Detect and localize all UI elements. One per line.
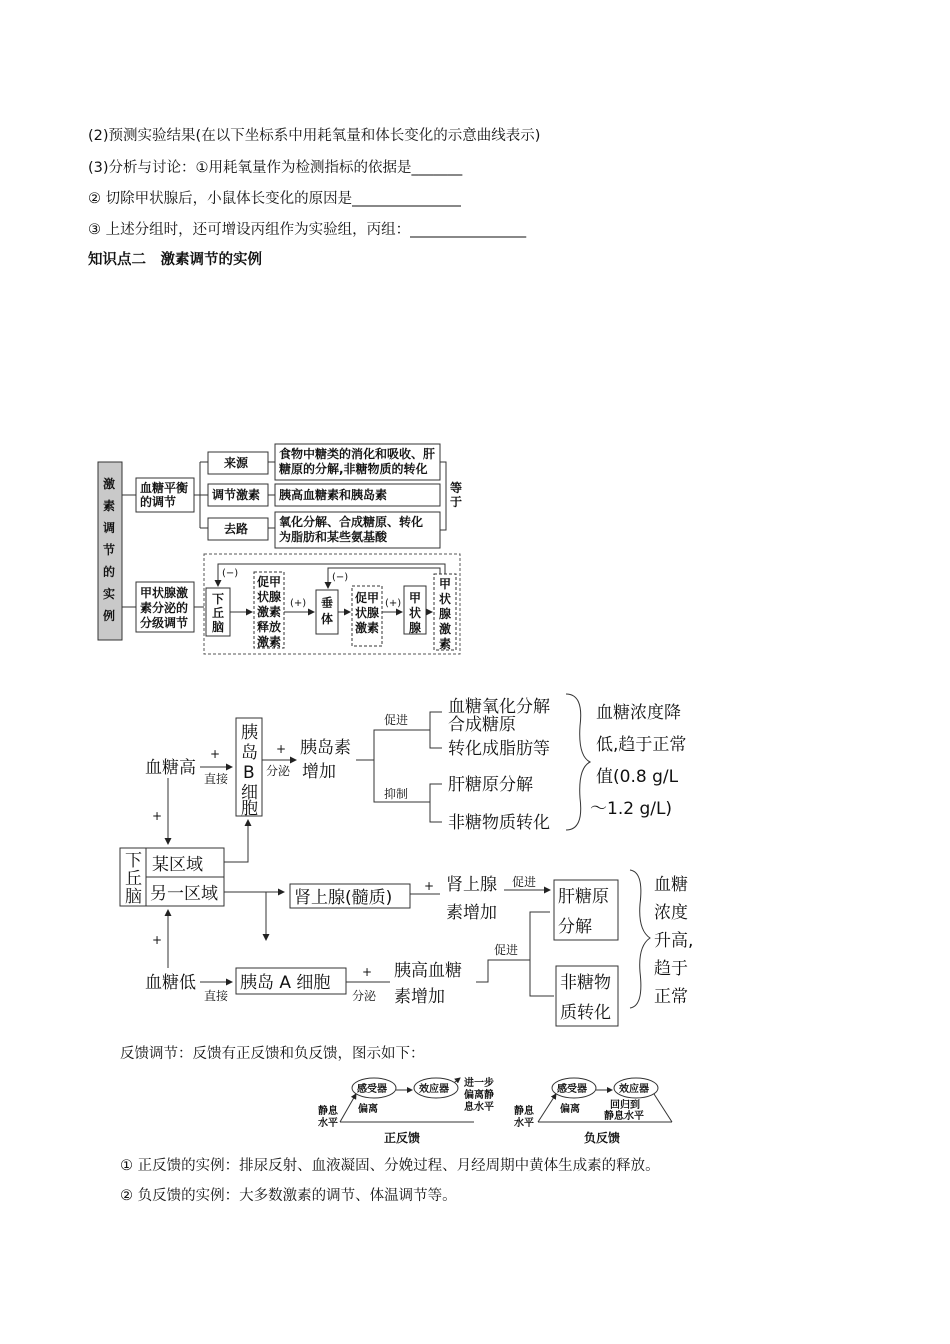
svg-text:素增加: 素增加 bbox=[446, 903, 497, 923]
svg-text:甲: 甲 bbox=[409, 591, 422, 605]
svg-text:感受器: 感受器 bbox=[357, 1084, 387, 1095]
svg-text:氧化分解、合成糖原、转化: 氧化分解、合成糖原、转化 bbox=[279, 515, 424, 529]
svg-text:合成糖原: 合成糖原 bbox=[448, 715, 516, 735]
negative-feedback-diagram bbox=[514, 1078, 672, 1145]
svg-text:激素: 激素 bbox=[355, 621, 380, 635]
svg-text:血糖低: 血糖低 bbox=[145, 973, 196, 993]
svg-text:+: + bbox=[210, 747, 221, 761]
svg-text:血糖平衡: 血糖平衡 bbox=[140, 481, 189, 495]
svg-text:水平: 水平 bbox=[514, 1118, 534, 1129]
svg-text:效应器: 效应器 bbox=[619, 1084, 649, 1095]
svg-text:细: 细 bbox=[241, 783, 258, 803]
svg-text:脑: 脑 bbox=[212, 620, 225, 634]
svg-text:(−): (−) bbox=[332, 572, 349, 583]
svg-text:状: 状 bbox=[409, 606, 422, 620]
svg-text:静息: 静息 bbox=[318, 1106, 338, 1117]
svg-text:直接: 直接 bbox=[204, 772, 229, 786]
svg-text:岛: 岛 bbox=[241, 743, 258, 763]
svg-text:垂: 垂 bbox=[321, 596, 334, 610]
svg-text:肾上腺(髓质): 肾上腺(髓质) bbox=[294, 888, 393, 908]
svg-text:浓度: 浓度 bbox=[654, 903, 688, 923]
glucose-regulation-diagram bbox=[0, 690, 950, 1030]
svg-text:效应器: 效应器 bbox=[419, 1084, 449, 1095]
svg-text:下: 下 bbox=[212, 592, 225, 606]
svg-text:回归到: 回归到 bbox=[610, 1100, 640, 1111]
svg-text:静息水平: 静息水平 bbox=[604, 1111, 644, 1122]
svg-text:负反馈: 负反馈 bbox=[584, 1131, 621, 1145]
svg-text:+: + bbox=[276, 742, 287, 756]
svg-text:+: + bbox=[152, 933, 163, 947]
svg-text:素分泌的: 素分泌的 bbox=[140, 601, 189, 615]
svg-text:(+): (+) bbox=[290, 598, 307, 609]
svg-text:分解: 分解 bbox=[558, 917, 592, 937]
svg-text:+: + bbox=[152, 809, 163, 823]
svg-text:肝糖原分解: 肝糖原分解 bbox=[448, 775, 533, 795]
svg-text:低,趋于正常: 低,趋于正常 bbox=[596, 735, 687, 755]
svg-text:趋于: 趋于 bbox=[654, 959, 688, 979]
svg-text:血糖: 血糖 bbox=[654, 875, 688, 895]
svg-text:状腺: 状腺 bbox=[355, 606, 380, 620]
svg-text:偏离: 偏离 bbox=[358, 1104, 378, 1115]
svg-text:体: 体 bbox=[321, 612, 334, 626]
svg-text:丘: 丘 bbox=[212, 606, 225, 620]
svg-text:静息: 静息 bbox=[514, 1106, 534, 1117]
svg-text:为脂肪和某些氨基酸: 为脂肪和某些氨基酸 bbox=[279, 530, 388, 544]
svg-text:状: 状 bbox=[439, 592, 452, 606]
svg-text:某区域: 某区域 bbox=[152, 855, 203, 875]
svg-text:B: B bbox=[243, 763, 255, 783]
svg-text:促进: 促进 bbox=[494, 943, 519, 957]
svg-text:血糖氧化分解: 血糖氧化分解 bbox=[448, 697, 550, 717]
svg-text:甲: 甲 bbox=[439, 577, 452, 591]
svg-text:非糖物: 非糖物 bbox=[560, 973, 611, 993]
svg-text:胰岛 A 细胞: 胰岛 A 细胞 bbox=[240, 973, 331, 993]
svg-text:转化成脂肪等: 转化成脂肪等 bbox=[448, 739, 550, 759]
svg-text:腺: 腺 bbox=[409, 621, 422, 635]
svg-text:促进: 促进 bbox=[384, 713, 409, 727]
root-label bbox=[103, 476, 115, 623]
svg-text:实: 实 bbox=[103, 587, 116, 601]
negative-examples: ② 负反馈的实例：大多数激素的调节、体温调节等。 bbox=[120, 1188, 457, 1204]
svg-text:食物中糖类的消化和吸收、肝: 食物中糖类的消化和吸收、肝 bbox=[279, 447, 436, 461]
svg-text:分泌: 分泌 bbox=[352, 989, 377, 1003]
section-title: 知识点二 激素调节的实例 bbox=[88, 252, 262, 268]
svg-text:进一步: 进一步 bbox=[464, 1078, 494, 1089]
svg-text:值(0.8 g/L: 值(0.8 g/L bbox=[596, 767, 679, 787]
positive-examples: ① 正反馈的实例：排尿反射、血液凝固、分娩过程、月经周期中黄体生成素的释放。 bbox=[120, 1158, 660, 1174]
svg-text:分泌: 分泌 bbox=[266, 764, 291, 778]
svg-text:激素: 激素 bbox=[257, 635, 282, 649]
svg-text:例: 例 bbox=[103, 609, 116, 623]
positive-feedback-diagram bbox=[318, 1076, 494, 1145]
svg-text:脑: 脑 bbox=[125, 887, 142, 907]
svg-text:糖原的分解,非糖物质的转化: 糖原的分解,非糖物质的转化 bbox=[279, 462, 428, 476]
svg-text:血糖高: 血糖高 bbox=[145, 758, 196, 778]
concept-map-diagram bbox=[0, 440, 950, 670]
question-3-2: ② 切除甲状腺后，小鼠体长变化的原因是_______________ bbox=[88, 191, 461, 207]
svg-text:促甲: 促甲 bbox=[257, 575, 282, 589]
svg-text:等: 等 bbox=[450, 481, 463, 495]
svg-text:促进: 促进 bbox=[512, 875, 537, 889]
svg-text:状腺: 状腺 bbox=[257, 590, 282, 604]
svg-text:激: 激 bbox=[103, 477, 116, 491]
svg-text:(−): (−) bbox=[222, 568, 239, 579]
svg-text:增加: 增加 bbox=[302, 762, 336, 782]
svg-text:肝糖原: 肝糖原 bbox=[558, 887, 609, 907]
svg-text:的调节: 的调节 bbox=[140, 495, 177, 509]
svg-text:素增加: 素增加 bbox=[394, 987, 445, 1007]
svg-text:节: 节 bbox=[103, 543, 116, 557]
svg-text:来源: 来源 bbox=[224, 456, 249, 470]
svg-text:促甲: 促甲 bbox=[355, 591, 380, 605]
svg-text:息水平: 息水平 bbox=[464, 1102, 494, 1113]
svg-text:质转化: 质转化 bbox=[560, 1003, 611, 1023]
svg-text:血糖浓度降: 血糖浓度降 bbox=[596, 703, 681, 723]
svg-text:+: + bbox=[362, 965, 373, 979]
svg-text:素: 素 bbox=[103, 499, 116, 513]
svg-text:抑制: 抑制 bbox=[384, 787, 409, 801]
svg-text:直接: 直接 bbox=[204, 989, 229, 1003]
svg-text:激: 激 bbox=[439, 622, 452, 636]
svg-text:胞: 胞 bbox=[241, 799, 258, 819]
feedback-intro: 反馈调节：反馈有正反馈和负反馈，图示如下： bbox=[120, 1046, 425, 1062]
question-3-3: ③ 上述分组时，还可增设丙组作为实验组，丙组：________________ bbox=[88, 222, 527, 238]
svg-text:+: + bbox=[424, 879, 435, 893]
svg-text:胰高血糖素和胰岛素: 胰高血糖素和胰岛素 bbox=[279, 488, 388, 502]
svg-text:下: 下 bbox=[125, 851, 142, 871]
question-2: (2)预测实验结果(在以下坐标系中用耗氧量和体长变化的示意曲线表示) bbox=[88, 128, 541, 144]
svg-text:于: 于 bbox=[450, 495, 463, 509]
svg-text:腺: 腺 bbox=[439, 607, 452, 621]
svg-text:肾上腺: 肾上腺 bbox=[446, 875, 497, 895]
svg-text:非糖物质转化: 非糖物质转化 bbox=[448, 813, 550, 833]
svg-text:胰: 胰 bbox=[241, 723, 258, 743]
svg-text:调: 调 bbox=[103, 521, 116, 535]
svg-text:偏离静: 偏离静 bbox=[464, 1090, 494, 1101]
svg-text:调节激素: 调节激素 bbox=[212, 488, 261, 502]
svg-text:偏离: 偏离 bbox=[560, 1104, 580, 1115]
svg-text:正常: 正常 bbox=[654, 987, 688, 1007]
svg-text:感受器: 感受器 bbox=[557, 1084, 587, 1095]
svg-text:甲状腺激: 甲状腺激 bbox=[140, 586, 189, 600]
svg-text:(+): (+) bbox=[385, 598, 402, 609]
svg-text:丘: 丘 bbox=[125, 869, 142, 889]
feedback-diagrams bbox=[0, 1068, 950, 1148]
svg-text:去路: 去路 bbox=[224, 522, 249, 536]
question-3: (3)分析与讨论：①用耗氧量作为检测指标的依据是_______ bbox=[88, 160, 463, 176]
svg-text:另一区域: 另一区域 bbox=[150, 884, 218, 904]
svg-text:分级调节: 分级调节 bbox=[140, 616, 189, 630]
svg-text:胰高血糖: 胰高血糖 bbox=[394, 961, 462, 981]
svg-text:的: 的 bbox=[103, 565, 116, 579]
svg-text:水平: 水平 bbox=[318, 1118, 338, 1129]
svg-text:升高,: 升高, bbox=[654, 931, 694, 951]
svg-text:～1.2 g/L): ～1.2 g/L) bbox=[590, 799, 673, 819]
svg-text:正反馈: 正反馈 bbox=[384, 1131, 421, 1145]
svg-text:释放: 释放 bbox=[257, 620, 282, 634]
svg-text:激素: 激素 bbox=[257, 605, 282, 619]
svg-text:素: 素 bbox=[439, 637, 452, 651]
svg-text:胰岛素: 胰岛素 bbox=[300, 738, 351, 758]
